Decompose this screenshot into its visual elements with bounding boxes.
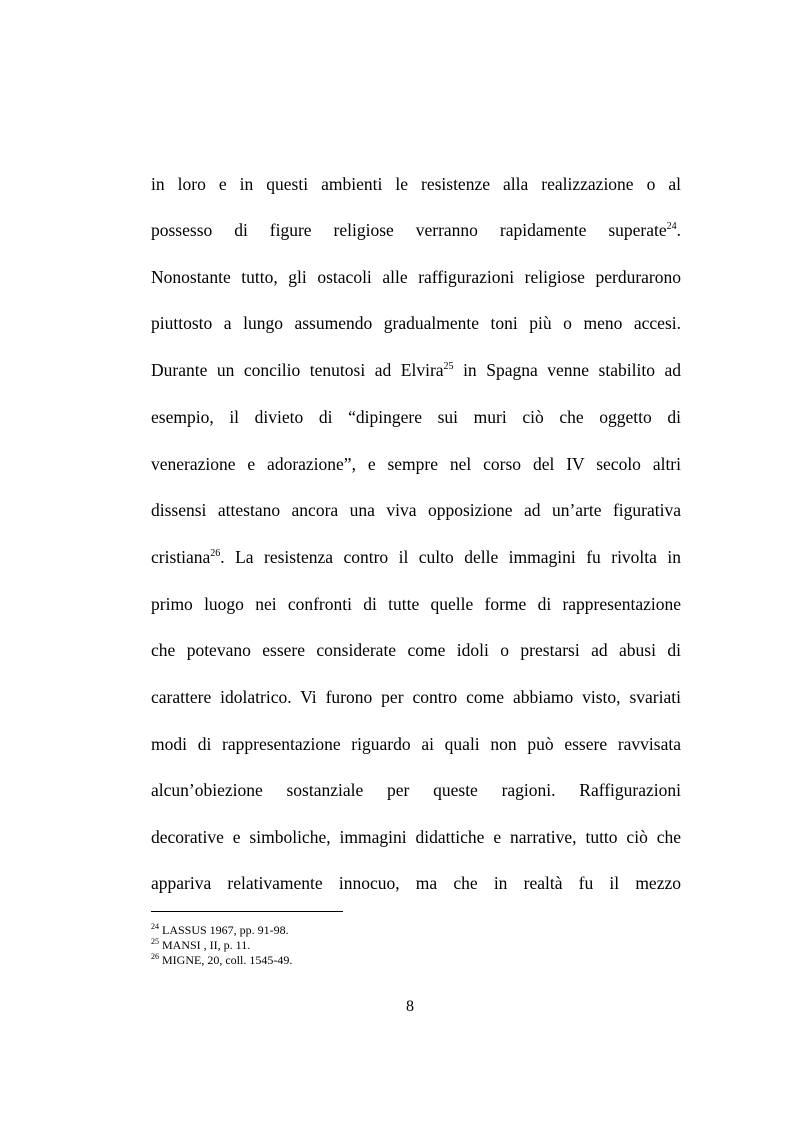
footnote-text: MIGNE, 20, coll. 1545-49.: [162, 953, 293, 967]
footnote-ref: 25: [443, 361, 454, 372]
footnote-number: 26: [151, 952, 159, 961]
footnote-ref: 24: [666, 221, 677, 232]
body-line: venerazione e adorazione”, e sempre nel corso del IV secolo altri: [151, 454, 681, 474]
body-line: appariva relativamente innocuo, ma che in realtà fu il mezzo: [151, 873, 681, 893]
body-line: dissensi attestano ancora una viva opposizione ad un’arte figurativa: [151, 500, 681, 520]
footnote: [151, 938, 551, 953]
body-line: primo luogo nei confronti di tutte quelle forme di rappresentazione: [151, 594, 681, 614]
body-line: che potevano essere considerate come idoli o prestarsi ad abusi di: [151, 640, 681, 660]
body-line: Nonostante tutto, gli ostacoli alle raffigurazioni religiose perdurarono: [151, 267, 681, 287]
footnote-text: LASSUS 1967, pp. 91-98.: [162, 923, 289, 937]
footnote-number: 25: [151, 937, 159, 946]
body-line: alcun’obiezione sostanziale per queste ragioni. Raffigurazioni: [151, 780, 681, 800]
footnote-number: 24: [151, 922, 159, 931]
body-line: cristiana$^{26}$. La resistenza contro il culto delle immagini fu rivolta in: [151, 547, 681, 567]
footnote: [151, 953, 551, 968]
body-line: possesso di figure religiose verranno rapidamente superate$^{24}$.: [151, 220, 681, 240]
body-line: Durante un concilio tenutosi ad Elvira$^{25}$ in Spagna venne stabilito ad: [151, 360, 681, 380]
footnote: [151, 923, 551, 938]
body-line: decorative e simboliche, immagini didattiche e narrative, tutto ciò che: [151, 827, 681, 847]
body-line: carattere idolatrico. Vi furono per contro come abbiamo visto, svariati: [151, 687, 681, 707]
body-line: esempio, il divieto di “dipingere sui muri ciò che oggetto di: [151, 407, 681, 427]
page-number: 8: [406, 998, 414, 1015]
body-line: in loro e in questi ambienti le resistenze alla realizzazione o al: [151, 174, 681, 194]
body-line: piuttosto a lungo assumendo gradualmente toni più o meno accesi.: [151, 313, 681, 333]
body-line: modi di rappresentazione riguardo ai quali non può essere ravvisata: [151, 734, 681, 754]
footnote-ref: 26: [210, 548, 221, 559]
footnote-separator: [151, 911, 343, 912]
footnote-text: MANSI , II, p. 11.: [162, 938, 251, 952]
